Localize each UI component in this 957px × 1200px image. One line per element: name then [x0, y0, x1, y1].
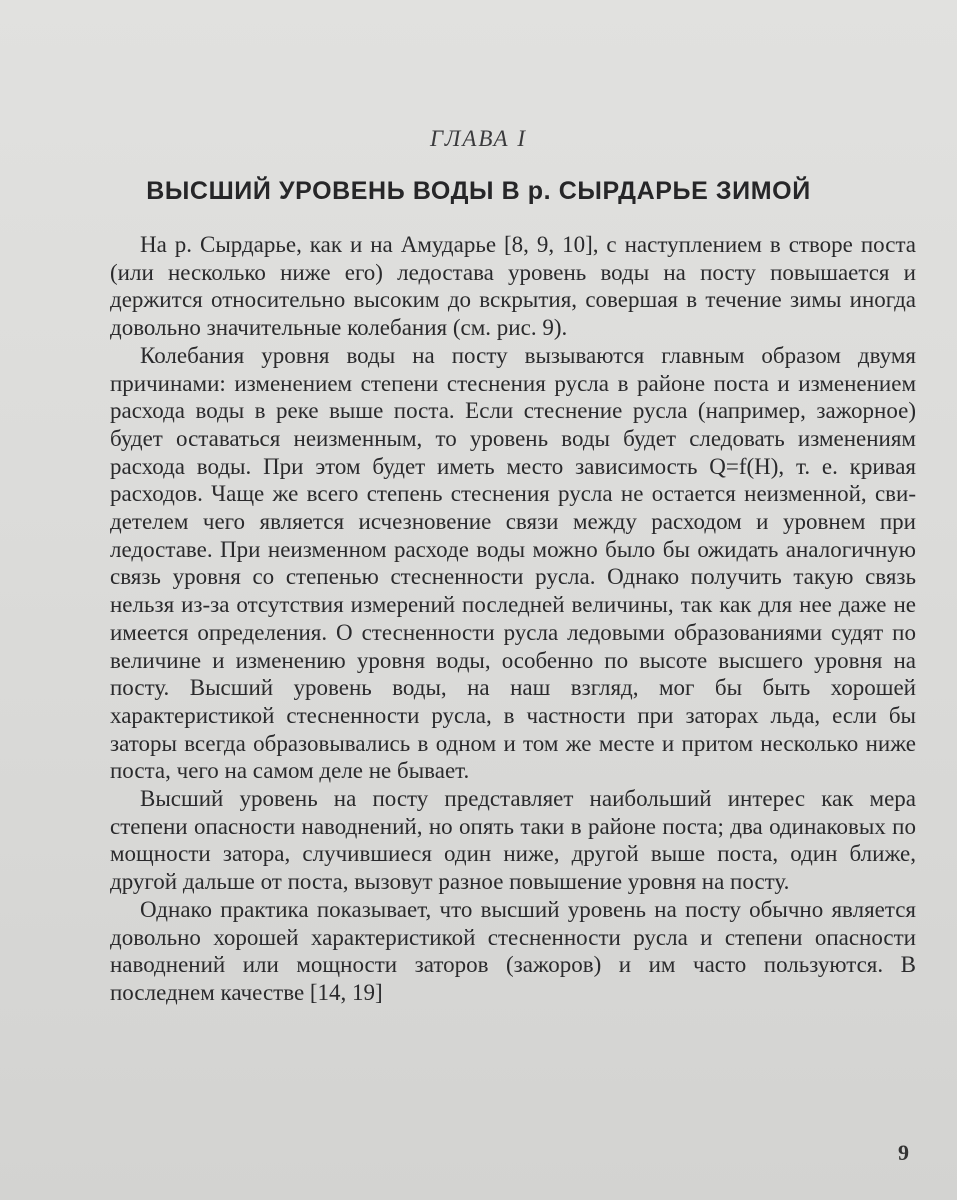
paragraph-3: Высший уровень на посту представляет наибольший интерес как мера степени опасности наводнений, но опять таки в районе поста; два одинаковых по мощности затора, случившиеся один ниже, другой выше поста, один ближе, другой дальше от поста, вызовут разное повышение уровня на посту.	[110, 786, 916, 895]
chapter-title: ВЫСШИЙ УРОВЕНЬ ВОДЫ В р. СЫРДАРЬЕ ЗИМОЙ	[146, 177, 811, 205]
paragraph-2: Колебания уровня воды на посту вызываются главным образом двумя причинами: изменением степени стеснения русла в районе поста и изменением расхода воды в реке выше поста. Если стеснение русла (например, зажорное) будет оставаться неизменным, то уровень воды будет следовать изменениям расхода воды. При этом будет иметь место зависимость Q=f(H), т. е. кривая расходов. Чаще же всего степень стеснения русла не остается неизменной, свидетелем чего является исчезновение связи между расходом и уровнем при ледоставе. При неизменном расходе воды можно было бы ожидать аналогичную связь уровня со степенью стесненности русла. Однако получить такую связь нельзя из-за отсутствия измерений последней величины, так как для нее даже не имеется определения. О стесненности русла ледовыми образованиями судят по величине и изменению уровня воды, особенно по высоте высшего уровня на посту. Высший уровень воды, на наш взгляд, мог бы быть хорошей характеристикой стесненности русла, в частности при заторах льда, если бы заторы всегда образовывались в одном и том же месте и притом несколько ниже поста, чего на самом деле не бывает.	[110, 342, 916, 784]
page-number: 9	[898, 1140, 909, 1165]
chapter-heading: ГЛАВА I	[429, 126, 528, 151]
paragraph-1: На р. Сырдарье, как и на Амударье [8, 9, 10], с наступлением в створе поста (или несколько ниже его) ледостава уровень воды на посту повышается и держится относительно высоким до вскрытия, совершая в течение зимы иногда довольно значительные колебания (см. рис. 9).	[110, 232, 916, 341]
body-text	[110, 231, 916, 1007]
paragraph-4: Однако практика показывает, что высший уровень на посту обычно является довольно хорошей характеристикой стесненности русла и степени опасности наводнений или мощности заторов (зажоров) и им часто пользуются. В последнем качестве [14, 19]	[110, 896, 916, 1005]
